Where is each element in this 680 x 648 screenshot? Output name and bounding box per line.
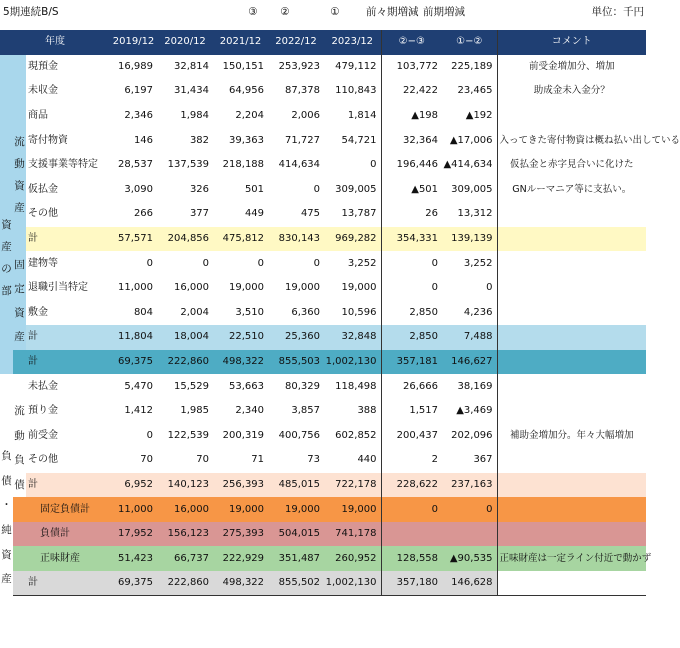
liab-side-label: 負 債 ・ 純 資 産 — [0, 374, 13, 595]
table-cell: 80,329 — [285, 380, 321, 392]
table-cell: 3,252 — [442, 251, 497, 276]
table-cell: ▲414,634 — [442, 153, 497, 178]
table-cell: 0 — [381, 251, 442, 276]
table-cell: 357,181 — [381, 350, 442, 375]
table-cell: その他 — [28, 208, 58, 220]
current-liab-side-label: 流 動 負 債 — [14, 404, 25, 491]
table-row — [0, 79, 646, 104]
fixed-assets-total-row — [0, 325, 646, 350]
table-cell: 485,015 — [268, 473, 324, 498]
table-cell: 固定負債計 — [26, 497, 110, 522]
table-cell — [497, 522, 646, 547]
table-cell: 23,465 — [442, 79, 497, 104]
diff-label-last: 前期増減 — [423, 6, 465, 18]
table-cell: 4,236 — [442, 301, 497, 326]
table-row — [0, 202, 646, 227]
table-cell: 969,282 — [324, 227, 381, 252]
table-cell: 入ってきた寄付物資は概ね払い出している — [499, 134, 680, 146]
table-cell: 仮払金 — [28, 183, 58, 195]
table-cell: 18,004 — [157, 325, 213, 350]
current-liab-total-row — [0, 473, 646, 498]
table-cell: 377 — [189, 208, 210, 220]
grand-total-row — [0, 571, 646, 596]
circle-label-2: ② — [280, 6, 290, 18]
table-cell: 722,178 — [324, 473, 381, 498]
table-cell: 146,628 — [442, 571, 497, 596]
table-cell: 正味財産 — [26, 546, 110, 571]
table-cell: 475,812 — [213, 227, 268, 252]
table-cell: 5,470 — [124, 380, 154, 392]
table-cell: 19,000 — [324, 497, 381, 522]
table-cell: 222,860 — [157, 571, 213, 596]
circle-label-3: ③ — [248, 6, 258, 18]
table-cell: 354,331 — [381, 227, 442, 252]
table-cell: 382 — [189, 134, 210, 146]
table-cell: 440 — [357, 454, 377, 466]
table-cell: 0 — [442, 497, 497, 522]
table-cell: 0 — [313, 257, 321, 269]
table-cell — [497, 399, 646, 424]
table-cell: 未払金 — [28, 380, 58, 392]
table-cell: 139,139 — [442, 227, 497, 252]
table-cell: 計 — [26, 227, 110, 252]
table-cell: 11,000 — [110, 497, 157, 522]
current-assets-side-label: 流 動 資 産 — [13, 55, 26, 252]
table-cell: 103,772 — [381, 55, 442, 80]
period-header: 2021/12 — [213, 30, 268, 55]
table-cell: 19,000 — [341, 282, 377, 294]
table-cell: 負債計 — [26, 522, 110, 547]
comment-header: コメント — [497, 30, 646, 55]
table-row — [0, 104, 646, 129]
table-cell: 122,539 — [167, 429, 210, 441]
table-cell — [497, 325, 646, 350]
table-cell: 54,721 — [341, 134, 377, 146]
sheet-title: 5期連続B/S — [3, 6, 59, 18]
table-cell: 未収金 — [28, 85, 58, 97]
table-cell: 22,510 — [213, 325, 268, 350]
table-cell: 222,929 — [213, 546, 268, 571]
table-cell: 741,178 — [324, 522, 381, 547]
period-header: 2022/12 — [268, 30, 324, 55]
period-header: 2023/12 — [324, 30, 381, 55]
table-cell: 218,188 — [222, 159, 265, 171]
table-cell: 70 — [196, 454, 210, 466]
table-cell — [13, 497, 26, 522]
table-cell: 602,852 — [335, 429, 377, 441]
table-cell: 1,002,130 — [324, 571, 381, 596]
table-cell: 28,537 — [118, 159, 154, 171]
table-cell: 1,985 — [180, 405, 210, 417]
table-cell: 140,123 — [157, 473, 213, 498]
table-cell: 計 — [26, 571, 110, 596]
table-cell: 0 — [442, 276, 497, 301]
table-cell: 22,422 — [381, 79, 442, 104]
table-cell: ▲90,535 — [442, 546, 497, 571]
table-row — [0, 251, 646, 276]
table-cell: 6,360 — [291, 306, 321, 318]
table-cell: 38,169 — [442, 374, 497, 399]
table-cell: 357,180 — [381, 571, 442, 596]
table-cell: 57,571 — [110, 227, 157, 252]
table-cell: 3,252 — [347, 257, 377, 269]
table-cell: 64,956 — [229, 85, 265, 97]
table-cell: 475 — [300, 208, 321, 220]
table-cell — [497, 202, 646, 227]
table-cell: 275,393 — [213, 522, 268, 547]
table-cell: 118,498 — [335, 380, 377, 392]
table-cell: 309,005 — [335, 183, 377, 195]
period-header: 2019/12 — [110, 30, 157, 55]
table-cell: 128,558 — [381, 546, 442, 571]
table-cell — [13, 571, 26, 596]
table-cell — [497, 571, 646, 596]
table-cell: 計 — [26, 350, 110, 375]
table-row — [0, 55, 646, 80]
table-cell — [497, 251, 646, 276]
table-cell: 2,340 — [235, 405, 265, 417]
table-cell: 1,517 — [381, 399, 442, 424]
table-cell: 計 — [26, 325, 110, 350]
table-cell: 69,375 — [110, 571, 157, 596]
table-cell: 830,143 — [268, 227, 324, 252]
table-row — [0, 128, 646, 153]
table-cell: その他 — [28, 454, 58, 466]
table-cell: 0 — [381, 276, 442, 301]
table-cell: 商品 — [28, 110, 48, 122]
table-cell: 266 — [133, 208, 154, 220]
table-cell: 19,000 — [268, 497, 324, 522]
table-cell: 32,364 — [381, 128, 442, 153]
table-cell: 1,002,130 — [324, 350, 381, 375]
table-cell: 253,923 — [278, 60, 321, 72]
table-cell: 53,663 — [229, 380, 265, 392]
table-cell: 351,487 — [268, 546, 324, 571]
table-cell: 309,005 — [442, 178, 497, 203]
table-cell: 16,000 — [157, 497, 213, 522]
table-cell — [497, 350, 646, 375]
table-cell: 804 — [133, 306, 154, 318]
table-cell: 501 — [244, 183, 265, 195]
table-cell: 2,204 — [235, 110, 265, 122]
table-cell: ▲3,469 — [442, 399, 497, 424]
table-cell: 51,423 — [110, 546, 157, 571]
table-cell: 16,989 — [118, 60, 154, 72]
table-cell: 200,437 — [381, 424, 442, 449]
table-cell: 0 — [257, 257, 265, 269]
table-cell: 137,539 — [167, 159, 210, 171]
table-cell: ▲198 — [381, 104, 442, 129]
table-cell: 補助金増加分。年々大幅増加 — [510, 429, 634, 441]
table-row — [0, 276, 646, 301]
table-cell: 6,197 — [124, 85, 154, 97]
table-cell: 2,346 — [124, 110, 154, 122]
table-cell: 66,737 — [157, 546, 213, 571]
table-row — [0, 424, 646, 449]
table-cell: 73 — [307, 454, 321, 466]
table-cell: 31,434 — [174, 85, 210, 97]
table-cell: 13,787 — [341, 208, 377, 220]
table-cell: 202,096 — [442, 424, 497, 449]
table-cell: 13,312 — [442, 202, 497, 227]
diff-label-prev: 前々期増減 — [366, 6, 419, 18]
table-cell: 0 — [381, 497, 442, 522]
table-cell: GNルーマニア等に支払い。 — [512, 183, 632, 195]
table-row — [0, 448, 646, 473]
table-cell: 前受金増加分、増加 — [529, 60, 615, 72]
table-cell: 855,503 — [268, 350, 324, 375]
table-cell: 11,804 — [110, 325, 157, 350]
table-cell: ▲192 — [442, 104, 497, 129]
table-cell: 計 — [26, 473, 110, 498]
table-cell: 70 — [140, 454, 154, 466]
table-cell: 19,000 — [229, 282, 265, 294]
table-cell: 正味財産は一定ライン付近で動かず — [497, 546, 646, 571]
table-cell: 19,000 — [285, 282, 321, 294]
table-cell: 17,952 — [110, 522, 157, 547]
table-cell — [497, 104, 646, 129]
table-cell — [497, 276, 646, 301]
table-cell: ▲501 — [381, 178, 442, 203]
year-header: 年度 — [0, 30, 110, 55]
column-header-row — [0, 30, 646, 55]
table-cell: 504,015 — [268, 522, 324, 547]
table-cell: 2,850 — [381, 325, 442, 350]
table-cell: 助成金未入金分？ — [533, 85, 610, 97]
table-cell: 222,860 — [157, 350, 213, 375]
table-cell: 449 — [244, 208, 265, 220]
table-cell: 256,393 — [213, 473, 268, 498]
table-row — [0, 178, 646, 203]
table-cell — [497, 301, 646, 326]
assets-total-row — [0, 350, 646, 375]
table-cell: 414,634 — [278, 159, 321, 171]
table-cell: 367 — [442, 448, 497, 473]
table-cell: 25,360 — [268, 325, 324, 350]
diff-a-header: ②−③ — [381, 30, 442, 55]
table-cell: 2 — [381, 448, 442, 473]
top-header — [0, 4, 648, 20]
table-cell — [497, 374, 646, 399]
table-cell: 16,000 — [174, 282, 210, 294]
table-cell: 3,857 — [291, 405, 321, 417]
table-cell: 228,622 — [381, 473, 442, 498]
table-cell: 0 — [146, 429, 154, 441]
table-cell: 146 — [133, 134, 154, 146]
current-assets-total-row — [0, 227, 646, 252]
table-cell: 71,727 — [285, 134, 321, 146]
table-cell: 1,814 — [347, 110, 377, 122]
asset-side-label: 資 産 の 部 — [0, 55, 13, 375]
table-cell: 3,510 — [235, 306, 265, 318]
fixed-liab-total-row — [0, 497, 646, 522]
table-cell: 退職引当特定 — [28, 282, 88, 294]
circle-label-1: ① — [330, 6, 340, 18]
table-row — [0, 153, 646, 178]
table-cell: 87,378 — [285, 85, 321, 97]
table-cell: 現預金 — [28, 60, 58, 72]
table-cell: 前受金 — [28, 429, 58, 441]
table-cell — [497, 227, 646, 252]
table-cell: 71 — [251, 454, 265, 466]
diff-b-header: ①−② — [442, 30, 497, 55]
table-cell — [442, 522, 497, 547]
table-cell: 11,000 — [118, 282, 154, 294]
table-cell: 19,000 — [213, 497, 268, 522]
table-cell: 196,446 — [381, 153, 442, 178]
table-row — [0, 374, 646, 399]
table-cell: 敷金 — [28, 306, 48, 318]
table-cell: 0 — [370, 159, 377, 171]
table-row — [0, 399, 646, 424]
table-cell: 26,666 — [381, 374, 442, 399]
table-cell: 156,123 — [157, 522, 213, 547]
table-cell: 146,627 — [442, 350, 497, 375]
table-cell: 1,984 — [180, 110, 210, 122]
liab-total-row — [0, 522, 646, 547]
table-cell — [13, 350, 26, 375]
table-cell: 855,502 — [268, 571, 324, 596]
table-cell: 237,163 — [442, 473, 497, 498]
table-cell: 10,596 — [341, 306, 377, 318]
table-cell: 400,756 — [278, 429, 321, 441]
table-cell — [381, 522, 442, 547]
table-cell: 支援事業等特定 — [28, 159, 98, 171]
table-cell: 建物等 — [28, 257, 58, 269]
net-assets-row — [0, 546, 646, 571]
table-cell: 498,322 — [213, 571, 268, 596]
table-cell: 15,529 — [174, 380, 210, 392]
table-cell: 110,843 — [335, 85, 377, 97]
table-cell: 寄付物資 — [28, 134, 68, 146]
table-cell — [497, 497, 646, 522]
table-cell: 479,112 — [335, 60, 377, 72]
table-cell — [13, 546, 26, 571]
table-cell — [497, 448, 646, 473]
table-cell: 388 — [357, 405, 377, 417]
table-cell: 0 — [202, 257, 210, 269]
table-cell: 225,189 — [442, 55, 497, 80]
table-cell: 32,814 — [174, 60, 210, 72]
table-cell: 0 — [146, 257, 154, 269]
table-cell: ▲17,006 — [442, 128, 497, 153]
table-cell: 2,006 — [291, 110, 321, 122]
table-cell — [13, 522, 26, 547]
table-cell: 69,375 — [110, 350, 157, 375]
table-cell — [497, 473, 646, 498]
table-cell: 498,322 — [213, 350, 268, 375]
table-cell: 26 — [381, 202, 442, 227]
table-cell: 2,850 — [381, 301, 442, 326]
table-cell: 260,952 — [324, 546, 381, 571]
table-cell: 6,952 — [110, 473, 157, 498]
table-cell: 32,848 — [324, 325, 381, 350]
table-cell: 204,856 — [157, 227, 213, 252]
table-cell: 7,488 — [442, 325, 497, 350]
table-cell: 預り金 — [28, 405, 58, 417]
table-cell: 2,004 — [180, 306, 210, 318]
table-cell: 150,151 — [222, 60, 265, 72]
table-cell: 仮払金と赤字見合いに化けた — [510, 159, 634, 171]
table-cell: 3,090 — [124, 183, 154, 195]
fixed-assets-side-label: 固 定 資 産 — [13, 251, 26, 349]
table-cell: 39,363 — [229, 134, 265, 146]
table-cell: 200,319 — [222, 429, 265, 441]
table-cell: 326 — [189, 183, 210, 195]
table-cell: 1,412 — [124, 405, 154, 417]
unit-label: 単位：千円 — [591, 6, 644, 18]
balance-sheet-table — [0, 30, 680, 596]
table-row — [0, 301, 646, 326]
period-header: 2020/12 — [157, 30, 213, 55]
table-cell: 0 — [313, 183, 321, 195]
